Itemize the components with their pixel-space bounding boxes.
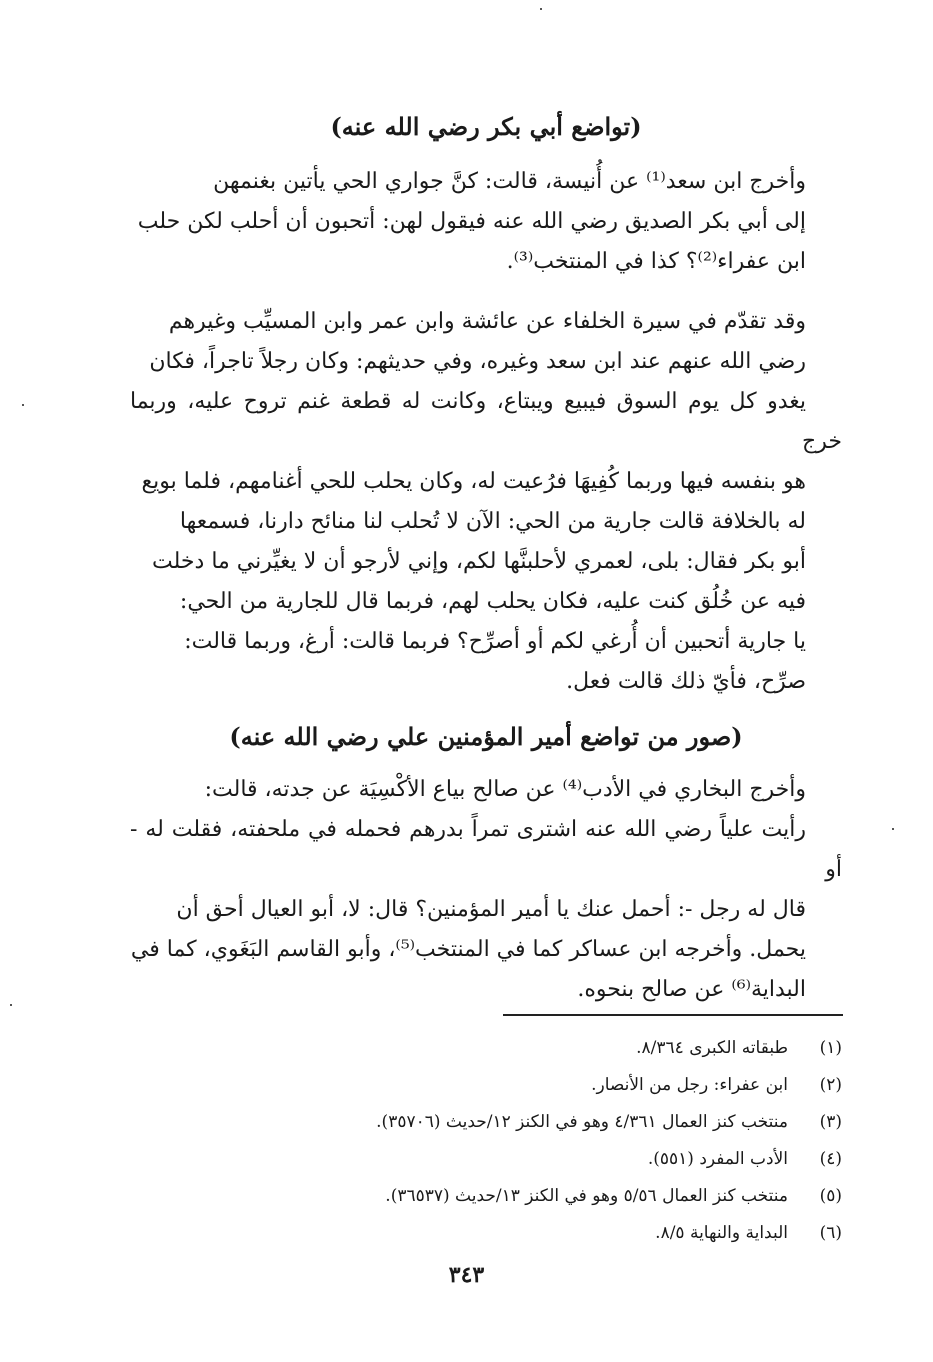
footnote-number: (٦) bbox=[819, 1223, 842, 1243]
footnote-divider bbox=[503, 1014, 843, 1016]
text-line: وقد تقدّم في سيرة الخلفاء عن عائشة وابن عمر وابن المسيِّب وغيرهم bbox=[168, 309, 806, 334]
footnote-number: (٤) bbox=[819, 1149, 842, 1169]
section-heading: (صور من تواضع أمير المؤمنين علي رضي الله عنه) bbox=[229, 722, 743, 751]
text-line: البداية⁽⁶⁾ عن صالح بنحوه. bbox=[577, 977, 806, 1002]
footnote-text: الأدب المفرد (٥٥١). bbox=[647, 1149, 788, 1169]
scan-mark bbox=[892, 828, 894, 830]
text-line: فيه عن خُلُق كنت عليه، فكان يحلب لهم، فربما قال للجارية من الحي: bbox=[179, 589, 806, 614]
footnotes bbox=[130, 1030, 842, 1252]
text-line: وأخرج البخاري في الأدب⁽⁴⁾ عن صالح بياع الأكْسِيَة عن جدته، قالت: bbox=[204, 777, 806, 802]
text-line: يحمل. وأخرجه ابن عساكر كما في المنتخب⁽⁵⁾، وأبو القاسم البَغَوي، كما في bbox=[130, 937, 806, 962]
footnote-text: البداية والنهاية ٨/٥. bbox=[655, 1223, 788, 1243]
footnote-number: (٢) bbox=[819, 1075, 842, 1095]
page-number: ٣٤٣ bbox=[448, 1262, 485, 1288]
footnote-number: (٣) bbox=[819, 1112, 842, 1132]
text-line: رضي الله عنهم عند ابن سعد وغيره، وفي حديثهم: وكان رجلاً تاجراً، فكان bbox=[149, 349, 806, 374]
body-text-1 bbox=[130, 162, 842, 282]
text-line: صرِّح، فأيّ ذلك قالت فعل. bbox=[566, 669, 806, 694]
body-text-2 bbox=[130, 302, 842, 702]
footnote-text: طبقاته الكبرى ٨/٣٦٤. bbox=[636, 1038, 788, 1058]
footnote bbox=[130, 1104, 842, 1141]
footnote bbox=[130, 1067, 842, 1104]
footnote bbox=[130, 1215, 842, 1252]
text-line: رأيت علياً رضي الله عنه اشترى تمراً بدرهم فحمله في ملحفته، فقلت له - أو bbox=[130, 817, 842, 882]
paragraph bbox=[130, 162, 842, 282]
section-heading: (تواضع أبي بكر رضي الله عنه) bbox=[330, 112, 642, 141]
text-line: وأخرج ابن سعد⁽¹⁾ عن أُنيسة، قالت: كنَّ جواري الحي يأتين بغنمهن bbox=[213, 169, 806, 194]
paragraph bbox=[130, 770, 842, 1010]
text-line: إلى أبي بكر الصديق رضي الله عنه فيقول لهن: أتحبون أن أحلب لكن حلب bbox=[137, 209, 806, 234]
footnote bbox=[130, 1178, 842, 1215]
scan-mark bbox=[22, 404, 24, 406]
scan-mark bbox=[540, 8, 542, 10]
scan-mark bbox=[10, 1004, 12, 1006]
text-line: ابن عفراء⁽²⁾؟ كذا في المنتخب⁽³⁾. bbox=[506, 249, 806, 274]
text-line: يا جارية أتحبين أن أُرغي لكم أو أصرِّح؟ فربما قالت: أرغ، وربما قالت: bbox=[184, 629, 806, 654]
text-line: له بالخلافة قالت جارية من الحي: الآن لا تُحلب لنا منائح دارنا، فسمعها bbox=[179, 509, 806, 534]
text-line: قال له رجل -: أحمل عنك يا أمير المؤمنين؟ قال: لا، أبو العيال أحق أن bbox=[176, 897, 806, 922]
text-line: يغدو كل يوم السوق فيبيع ويبتاع، وكانت له قطعة غنم تروح عليه، وربما خرج bbox=[130, 389, 842, 454]
footnote-text: منتخب كنز العمال ٥/٥٦ وهو في الكنز ١٣/حديث (٣٦٥٣٧). bbox=[385, 1186, 788, 1206]
footnote-text: ابن عفراء: رجل من الأنصار. bbox=[591, 1075, 788, 1095]
body-text-3 bbox=[130, 770, 842, 1010]
paragraph bbox=[130, 302, 842, 702]
footnote-number: (١) bbox=[819, 1038, 842, 1058]
footnote-number: (٥) bbox=[819, 1186, 842, 1206]
text-line: هو بنفسه فيها وربما كُفِيهَا فرُعيت له، وكان يحلب للحي أغنامهم، فلما بويع bbox=[141, 469, 806, 494]
text-line: أبو بكر فقال: بلى، لعمري لأحلبنَّها لكم، وإني لأرجو أن لا يغيِّرني ما دخلت bbox=[152, 549, 806, 574]
footnote-text: منتخب كنز العمال ٤/٣٦١ وهو في الكنز ١٢/حديث (٣٥٧٠٦). bbox=[376, 1112, 788, 1132]
footnote bbox=[130, 1030, 842, 1067]
footnote bbox=[130, 1141, 842, 1178]
